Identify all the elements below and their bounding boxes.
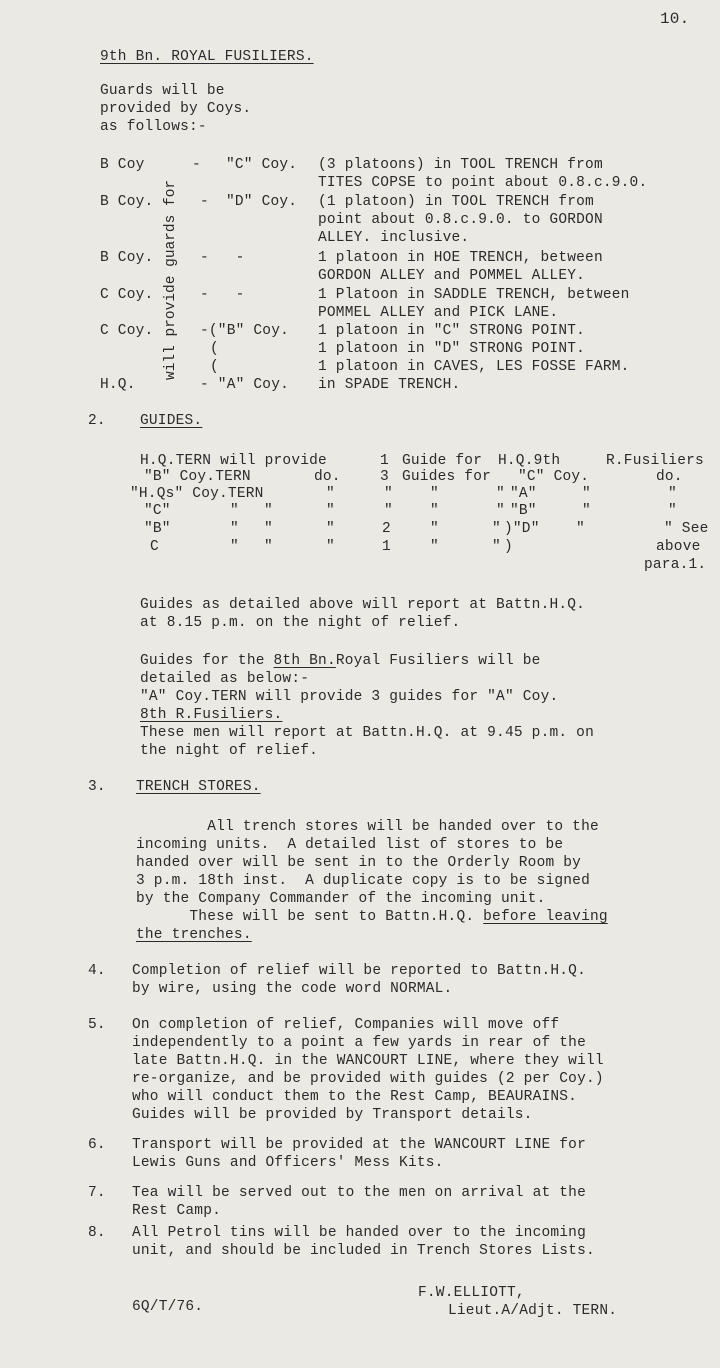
table-cell: para.1.: [644, 557, 707, 573]
table-cell: ): [504, 539, 513, 555]
table-cell: R.Fusiliers: [606, 453, 704, 469]
table-cell: ": [430, 521, 439, 537]
table-cell: "C": [144, 503, 171, 519]
paragraph-line: at 8.15 p.m. on the night of relief.: [140, 615, 461, 631]
table-cell: Guides for: [402, 469, 492, 485]
table-cell: ": [492, 521, 501, 537]
guard-sep: - -: [200, 287, 245, 303]
table-cell: do.: [656, 469, 683, 485]
table-cell: "H.Qs" Coy.TERN: [130, 486, 264, 502]
signature-title: Lieut.A/Adjt. TERN.: [448, 1303, 618, 1319]
table-cell: ": [384, 503, 393, 519]
item-line: who will conduct them to the Rest Camp, BEAURAINS.: [132, 1089, 578, 1105]
table-cell: ": [582, 486, 591, 502]
bracket-mark: (: [210, 359, 219, 375]
table-cell: " See: [664, 521, 709, 537]
table-cell: ": [582, 503, 591, 519]
guard-detail: 1 platoon in CAVES, LES FOSSE FARM.: [318, 359, 630, 375]
table-cell: H.Q.9th: [498, 453, 561, 469]
item-line: by wire, using the code word NORMAL.: [132, 981, 453, 997]
guard-sep: -: [200, 194, 209, 210]
paragraph-line: Guides as detailed above will report at Battn.H.Q.: [140, 597, 586, 613]
guard-detail: point about 0.8.c.9.0. to GORDON: [318, 212, 603, 228]
reference-number: 6Q/T/76.: [132, 1299, 204, 1315]
item-line: All Petrol tins will be handed over to the incoming: [132, 1225, 586, 1241]
guard-detail: (1 platoon) in TOOL TRENCH from: [318, 194, 594, 210]
table-cell: ": [668, 503, 677, 519]
guard-detail: 1 platoon in HOE TRENCH, between: [318, 250, 603, 266]
table-cell: ": [326, 486, 335, 502]
table-cell: ": [496, 503, 505, 519]
section-title: TRENCH STORES.: [136, 779, 261, 795]
guard-coy: B Coy.: [100, 194, 154, 210]
item-line: Lewis Guns and Officers' Mess Kits.: [132, 1155, 444, 1171]
paragraph-line: [140, 652, 541, 670]
table-cell: ": [230, 503, 239, 519]
paragraph-line: the night of relief.: [140, 743, 319, 759]
item-line: Transport will be provided at the WANCOURT LINE for: [132, 1137, 586, 1153]
guard-detail: ALLEY. inclusive.: [318, 230, 470, 246]
table-cell: ": [264, 539, 273, 555]
intro-line: Guards will be: [100, 83, 225, 99]
document-heading: 9th Bn. ROYAL FUSILIERS.: [100, 49, 314, 65]
paragraph-line: 3 p.m. 18th inst. A duplicate copy is to be signed: [136, 873, 590, 889]
table-cell: above: [656, 539, 701, 555]
table-cell: ": [430, 503, 439, 519]
item-number: 8.: [88, 1225, 106, 1241]
table-cell: ": [430, 539, 439, 555]
guard-detail: 1 Platoon in SADDLE TRENCH, between: [318, 287, 630, 303]
text-run-underlined: before leaving: [483, 909, 608, 925]
text-run: These will be sent to Battn.H.Q.: [136, 909, 484, 925]
table-cell: ": [576, 521, 585, 537]
table-cell: ": [326, 521, 335, 537]
table-cell: 2: [382, 521, 391, 537]
table-cell: ": [492, 539, 501, 555]
table-cell: H.Q.TERN will provide: [140, 453, 327, 469]
bracket-mark: (: [210, 341, 219, 357]
guard-detail: GORDON ALLEY and POMMEL ALLEY.: [318, 268, 586, 284]
table-cell: ": [384, 486, 393, 502]
text-run-underlined: 8th Bn.: [273, 653, 336, 669]
guard-detail: POMMEL ALLEY and PICK LANE.: [318, 305, 559, 321]
section-number: 2.: [88, 413, 106, 429]
item-line: Guides will be provided by Transport details.: [132, 1107, 533, 1123]
table-cell: 1: [382, 539, 391, 555]
table-cell: "B": [510, 503, 537, 519]
table-cell: ": [496, 486, 505, 502]
table-cell: ": [430, 486, 439, 502]
paragraph-line: by the Company Commander of the incoming unit.: [136, 891, 546, 907]
table-cell: do.: [314, 469, 341, 485]
item-line: independently to a point a few yards in rear of the: [132, 1035, 586, 1051]
item-line: Rest Camp.: [132, 1203, 222, 1219]
table-cell: "B" Coy.TERN: [144, 469, 251, 485]
page-number: 10.: [660, 10, 690, 28]
item-line: unit, and should be included in Trench Stores Lists.: [132, 1243, 595, 1259]
guard-sep: - -: [200, 250, 245, 266]
table-cell: C: [150, 539, 159, 555]
paragraph-line: incoming units. A detailed list of stores to be: [136, 837, 564, 853]
guard-detail: in SPADE TRENCH.: [318, 377, 461, 393]
table-cell: Guide for: [402, 453, 483, 469]
guard-coy: C Coy.: [100, 287, 154, 303]
item-line: late Battn.H.Q. in the WANCOURT LINE, where they will: [132, 1053, 604, 1069]
table-cell: )"D": [504, 521, 540, 537]
item-number: 6.: [88, 1137, 106, 1153]
table-cell: ": [230, 521, 239, 537]
item-line: Completion of relief will be reported to Battn.H.Q.: [132, 963, 586, 979]
guard-for: "D" Coy.: [226, 194, 298, 210]
paragraph-line: detailed as below:-: [140, 671, 310, 687]
paragraph-line: 8th R.Fusiliers.: [140, 707, 283, 723]
item-line: Tea will be served out to the men on arrival at the: [132, 1185, 586, 1201]
table-cell: ": [230, 539, 239, 555]
guard-detail: TITES COPSE to point about 0.8.c.9.0.: [318, 175, 648, 191]
table-cell: 1: [380, 453, 389, 469]
table-cell: "C" Coy.: [518, 469, 590, 485]
table-cell: "B": [144, 521, 171, 537]
guard-sep: -: [192, 157, 201, 173]
guard-detail: 1 platoon in "D" STRONG POINT.: [318, 341, 586, 357]
section-title: GUIDES.: [140, 413, 203, 429]
item-line: On completion of relief, Companies will move off: [132, 1017, 560, 1033]
guard-detail: 1 platoon in "C" STRONG POINT.: [318, 323, 586, 339]
table-cell: ": [326, 539, 335, 555]
table-cell: ": [264, 521, 273, 537]
section-number: 3.: [88, 779, 106, 795]
guard-coy: B Coy.: [100, 250, 154, 266]
guard-coy: H.Q.: [100, 377, 136, 393]
guard-coy: B Coy: [100, 157, 145, 173]
paragraph-line: All trench stores will be handed over to the: [136, 819, 599, 835]
table-cell: 3: [380, 469, 389, 485]
intro-line: as follows:-: [100, 119, 207, 135]
paragraph-line: the trenches.: [136, 927, 252, 943]
guard-sep: - "A" Coy.: [200, 377, 290, 393]
vertical-label: will provide guards for: [163, 179, 179, 380]
table-cell: "A": [510, 486, 537, 502]
intro-line: provided by Coys.: [100, 101, 252, 117]
text-run: Royal Fusiliers will be: [335, 653, 541, 669]
guard-sep: -("B" Coy.: [200, 323, 290, 339]
guard-coy: C Coy.: [100, 323, 154, 339]
paragraph-line: [136, 908, 608, 926]
item-number: 4.: [88, 963, 106, 979]
table-cell: ": [668, 486, 677, 502]
guard-detail: (3 platoons) in TOOL TRENCH from: [318, 157, 603, 173]
item-line: re-organize, and be provided with guides (2 per Coy.): [132, 1071, 604, 1087]
paragraph-line: "A" Coy.TERN will provide 3 guides for "A" Coy.: [140, 689, 559, 705]
signature-name: F.W.ELLIOTT,: [418, 1285, 525, 1301]
item-number: 7.: [88, 1185, 106, 1201]
paragraph-line: handed over will be sent in to the Orderly Room by: [136, 855, 582, 871]
guard-for: "C" Coy.: [226, 157, 298, 173]
paragraph-line: These men will report at Battn.H.Q. at 9.45 p.m. on: [140, 725, 594, 741]
table-cell: ": [264, 503, 273, 519]
text-run: Guides for the: [140, 653, 274, 669]
item-number: 5.: [88, 1017, 106, 1033]
table-cell: ": [326, 503, 335, 519]
